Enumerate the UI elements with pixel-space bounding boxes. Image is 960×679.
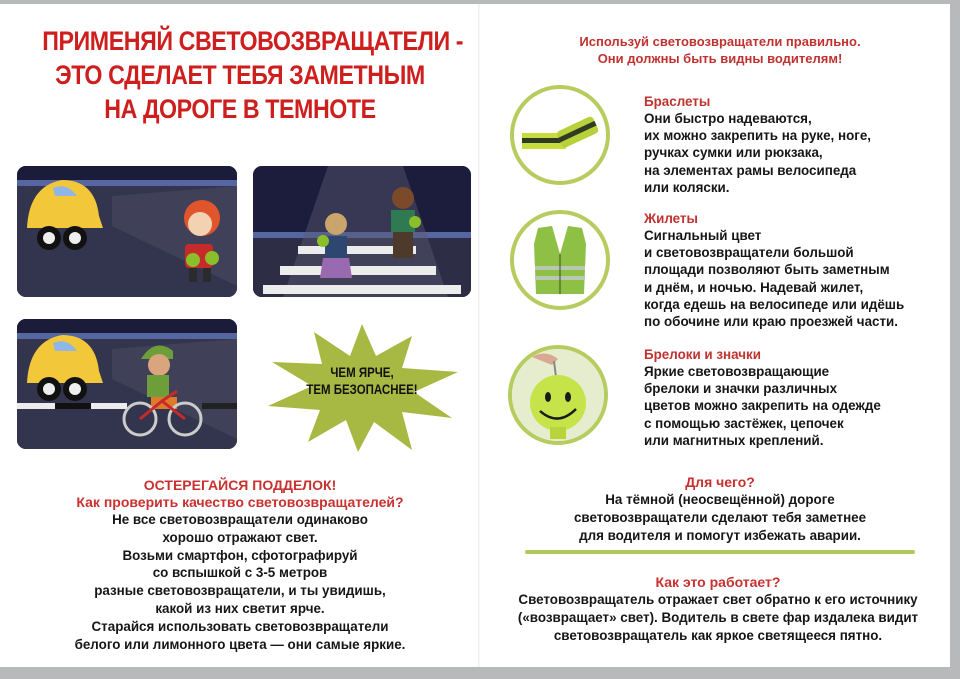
fakes-heading: ОСТЕРЕГАЙСЯ ПОДДЕЛОК!	[143, 477, 337, 493]
title-line: НА ДОРОГЕ В ТЕМНОТЕ	[104, 94, 376, 124]
why-heading: Для чего?	[685, 474, 755, 490]
item-line: когда едешь на велосипеде или идёшь	[644, 296, 905, 312]
right-header	[520, 33, 920, 67]
fakes-line: со вспышкой с 3-5 метров	[152, 565, 328, 581]
starburst-text	[280, 364, 444, 398]
how-line: Световозвращатель отражает свет обратно к его источнику	[518, 592, 918, 607]
item-line: и днём, и ночью. Надевай жилет,	[644, 279, 864, 295]
item-line: их можно закрепить на руке, ноге,	[644, 128, 872, 144]
item-line: ручках сумки или рюкзака,	[644, 145, 823, 161]
smiley-keychain-icon	[512, 349, 604, 441]
main-title	[42, 24, 464, 126]
item-line: и световозвращатели большой	[644, 245, 854, 261]
vest-icon	[514, 214, 606, 306]
how-heading: Как это работает?	[655, 574, 781, 590]
item-line: с помощью застёжек, цепочек	[644, 415, 844, 431]
item-line: Сигнальный цвет	[644, 228, 762, 243]
illustration-car-and-boy	[17, 166, 237, 297]
item-bracelets	[644, 93, 944, 196]
item-line: брелоки и значки различных	[644, 381, 838, 397]
item-line: по обочине или краю проезжей части.	[644, 314, 898, 330]
header-line: Используй световозвращатели правильно.	[579, 34, 861, 49]
fakes-line: белого или лимонного цвета — они самые яркие.	[74, 636, 406, 652]
fakes-line: какой из них светит ярче.	[155, 600, 325, 616]
item-line: или коляски.	[644, 179, 730, 195]
item-line: Они быстро надеваются,	[644, 111, 812, 126]
illustration-crosswalk	[253, 166, 471, 297]
how-section	[488, 574, 948, 644]
how-line: («возвращает» свет). Водитель в свете фар издалека видит	[517, 609, 919, 625]
how-line: световозвращатель как яркое светящееся пятно.	[553, 627, 883, 643]
header-line: Они должны быть видны водителям!	[597, 51, 843, 66]
keychain-image	[508, 345, 608, 445]
bracelet-icon	[514, 89, 606, 181]
fakes-line: Старайся использовать световозвращатели	[91, 618, 389, 634]
divider	[525, 550, 915, 554]
item-line: на элементах рамы велосипеда	[644, 162, 857, 178]
vest-image	[510, 210, 610, 310]
bracelet-image	[510, 85, 610, 185]
fakes-section	[40, 477, 440, 653]
item-line: цветов можно закрепить на одежде	[644, 398, 881, 414]
fakes-line: Не все световозвращатели одинаково	[112, 512, 368, 527]
why-line: для водителя и помогут избежать аварии.	[579, 527, 861, 543]
item-title: Брелоки и значки	[644, 347, 761, 362]
item-title: Жилеты	[644, 211, 698, 226]
title-line: ПРИМЕНЯЙ СВЕТОВОЗВРАЩАТЕЛИ -	[42, 26, 464, 56]
page-fold	[478, 4, 480, 667]
why-line: световозвращатели сделают тебя заметнее	[573, 509, 867, 525]
item-title: Браслеты	[644, 94, 711, 109]
fakes-line: разные световозвращатели, и ты увидишь,	[94, 583, 386, 599]
item-vests	[644, 210, 944, 330]
fakes-line: Возьми смартфон, сфотографируй	[122, 547, 358, 563]
fakes-subheading: Как проверить качество световозвращателей?	[76, 494, 404, 510]
burst-line: ТЕМ БЕЗОПАСНЕЕ!	[306, 381, 418, 397]
item-line: Яркие световозвращающие	[644, 364, 830, 379]
why-section	[520, 474, 920, 544]
illustration-car-and-cyclist	[17, 319, 237, 449]
title-line: ЭТО СДЕЛАЕТ ТЕБЯ ЗАМЕТНЫМ	[55, 60, 425, 90]
burst-line: ЧЕМ ЯРЧЕ,	[330, 364, 394, 380]
item-line: или магнитных креплений.	[644, 432, 824, 448]
why-line: На тёмной (неосвещённой) дороге	[605, 492, 835, 507]
item-line: площади позволяют быть заметным	[644, 262, 890, 278]
item-keychains	[644, 346, 944, 449]
fakes-line: хорошо отражают свет.	[162, 529, 318, 545]
